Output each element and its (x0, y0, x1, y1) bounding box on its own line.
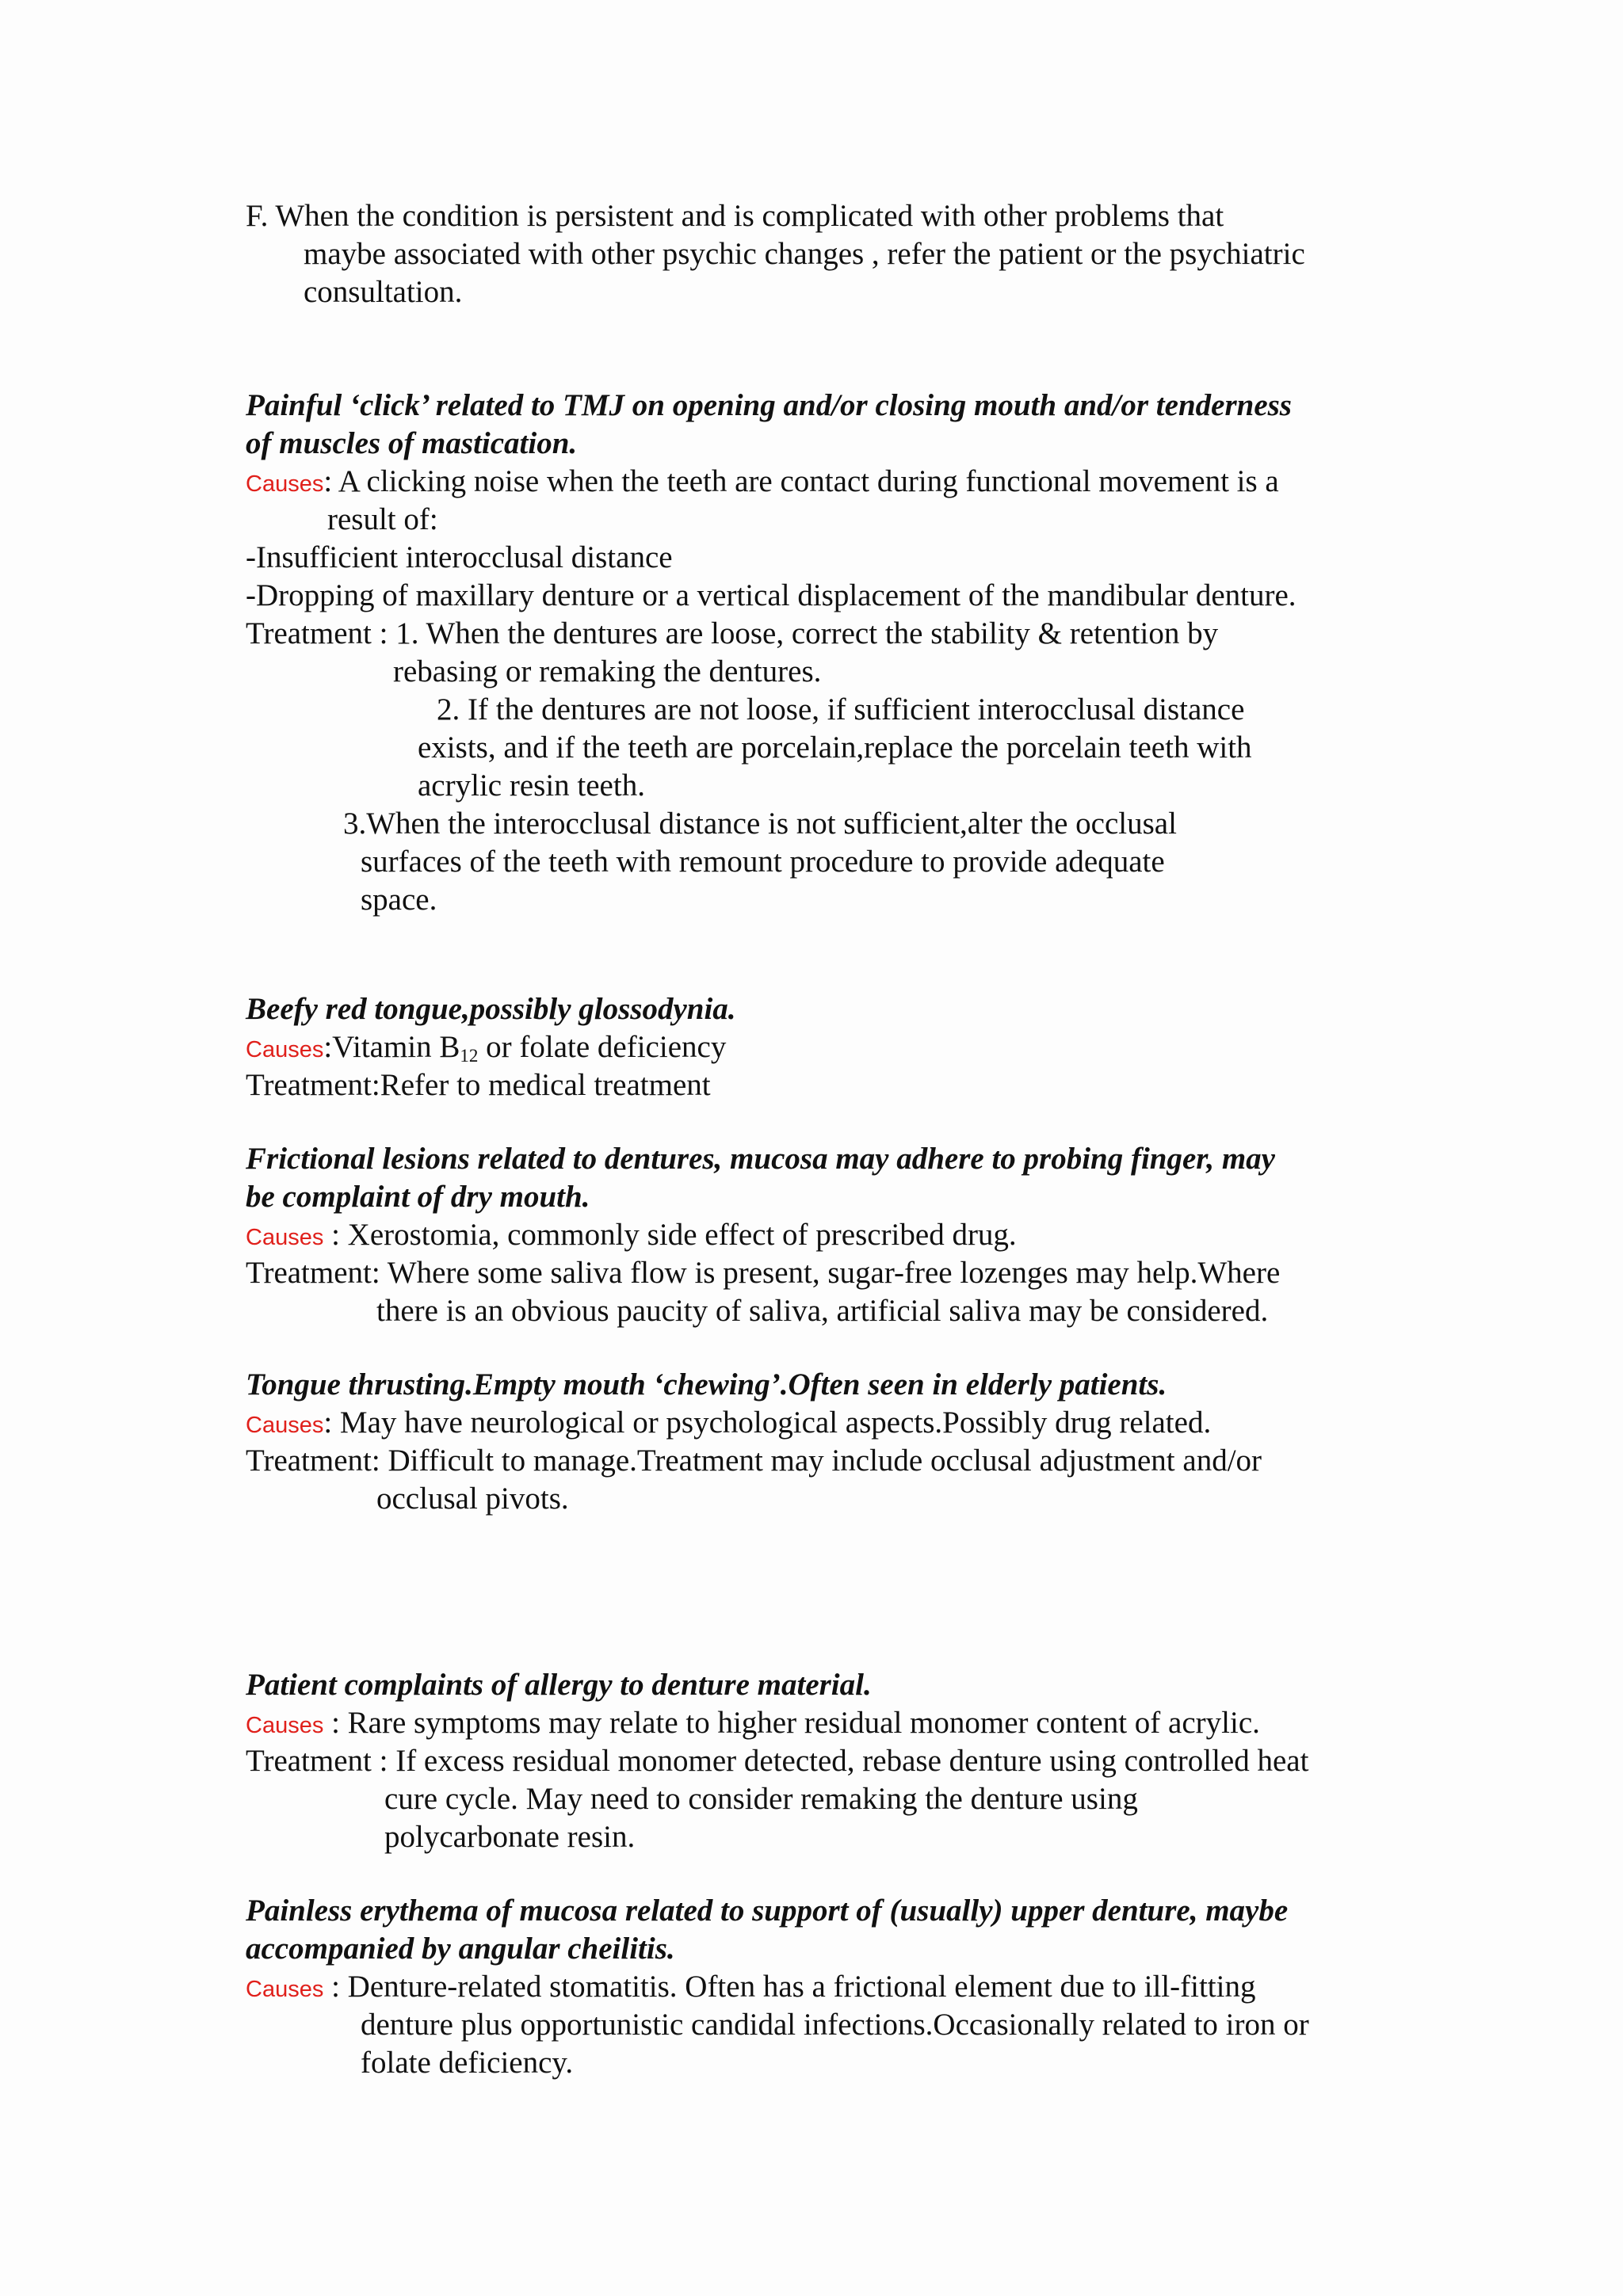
allergy-treatment-line-2: cure cycle. May need to consider remaking the denture using (384, 1782, 1138, 1816)
causes-label: Causes (246, 1713, 324, 1738)
tmj-bullet-2: -Dropping of maxillary denture or a vertical displacement of the mandibular denture. (246, 578, 1296, 612)
causes-label: Causes (246, 471, 324, 497)
tongue-causes-line (246, 1404, 1211, 1444)
tmj-bullet-1: -Insufficient interocclusal distance (246, 540, 673, 574)
causes-label: Causes (246, 1037, 324, 1062)
tmj-treatment-line-7: surfaces of the teeth with remount procedure to provide adequate (361, 845, 1165, 879)
tmj-treatment-line-5: acrylic resin teeth. (418, 769, 645, 803)
erythema-heading-line-2: accompanied by angular cheilitis. (246, 1932, 675, 1966)
allergy-causes-text: : Rare symptoms may relate to higher residual monomer content of acrylic. (323, 1706, 1260, 1740)
allergy-causes-line (246, 1704, 1260, 1745)
tmj-causes-line-1 (246, 463, 1279, 503)
tmj-treatment-line-8: space. (361, 883, 437, 917)
tmj-treatment-line-2: rebasing or remaking the dentures. (393, 654, 822, 688)
beefy-treatment: Treatment:Refer to medical treatment (246, 1068, 711, 1102)
tmj-causes-line-2: result of: (327, 502, 438, 536)
tongue-causes-text: : May have neurological or psychological aspects.Possibly drug related. (323, 1405, 1212, 1440)
tmj-heading-line-1: Painful ‘click’ related to TMJ on opening and/or closing mouth and/or tenderness (246, 388, 1292, 422)
allergy-heading: Patient complaints of allergy to denture material. (246, 1668, 872, 1702)
erythema-causes-line-2: denture plus opportunistic candidal infections.Occasionally related to iron or (361, 2008, 1309, 2042)
tongue-heading: Tongue thrusting.Empty mouth ‘chewing’.Often seen in elderly patients. (246, 1367, 1167, 1402)
allergy-treatment-line-3: polycarbonate resin. (384, 1820, 636, 1854)
frictional-treatment-line-1: Treatment: Where some saliva flow is present, sugar-free lozenges may help.Where (246, 1256, 1281, 1290)
tmj-treatment-line-3: 2. If the dentures are not loose, if sufficient interocclusal distance (437, 692, 1245, 727)
frictional-causes-text: : Xerostomia, commonly side effect of prescribed drug. (323, 1218, 1017, 1252)
frictional-heading-line-1: Frictional lesions related to dentures, mucosa may adhere to probing finger, may (246, 1142, 1275, 1176)
tongue-treatment-line-2: occlusal pivots. (376, 1482, 569, 1516)
tmj-heading-line-2: of muscles of mastication. (246, 426, 578, 460)
tmj-treatment-line-1: Treatment : 1. When the dentures are loose, correct the stability & retention by (246, 616, 1219, 650)
beefy-causes-line (246, 1028, 726, 1069)
erythema-causes-text: : Denture-related stomatitis. Often has a frictional element due to ill-fitting (323, 1970, 1256, 2004)
allergy-treatment-line-1: Treatment : If excess residual monomer detected, rebase denture using controlled heat (246, 1744, 1309, 1778)
tongue-treatment-line-1: Treatment: Difficult to manage.Treatment may include occlusal adjustment and/or (246, 1444, 1262, 1478)
erythema-heading-line-1: Painless erythema of mucosa related to support of (usually) upper denture, maybe (246, 1894, 1289, 1928)
causes-label: Causes (246, 1225, 324, 1250)
frictional-treatment-line-2: there is an obvious paucity of saliva, artificial saliva may be considered. (376, 1294, 1269, 1328)
beefy-causes-text: :Vitamin B (323, 1030, 460, 1064)
tmj-causes-text: : A clicking noise when the teeth are contact during functional movement is a (323, 464, 1279, 498)
beefy-causes-subscript: 12 (460, 1046, 479, 1066)
beefy-heading: Beefy red tongue,possibly glossodynia. (246, 992, 736, 1026)
beefy-causes-text-end: or folate deficiency (478, 1030, 727, 1064)
erythema-causes-line-3: folate deficiency. (361, 2046, 574, 2080)
frictional-causes-line (246, 1216, 1017, 1257)
f-item-line-2: maybe associated with other psychic changes , refer the patient or the psychiatric (304, 237, 1305, 271)
erythema-causes-line-1 (246, 1968, 1255, 2008)
f-item-line-3: consultation. (304, 275, 463, 309)
frictional-heading-line-2: be complaint of dry mouth. (246, 1180, 590, 1214)
causes-label: Causes (246, 1977, 324, 2002)
f-item-line-1: F. When the condition is persistent and is complicated with other problems that (246, 199, 1224, 233)
tmj-treatment-line-4: exists, and if the teeth are porcelain,replace the porcelain teeth with (418, 730, 1252, 765)
tmj-treatment-line-6: 3.When the interocclusal distance is not sufficient,alter the occlusal (343, 807, 1177, 841)
causes-label: Causes (246, 1413, 324, 1438)
